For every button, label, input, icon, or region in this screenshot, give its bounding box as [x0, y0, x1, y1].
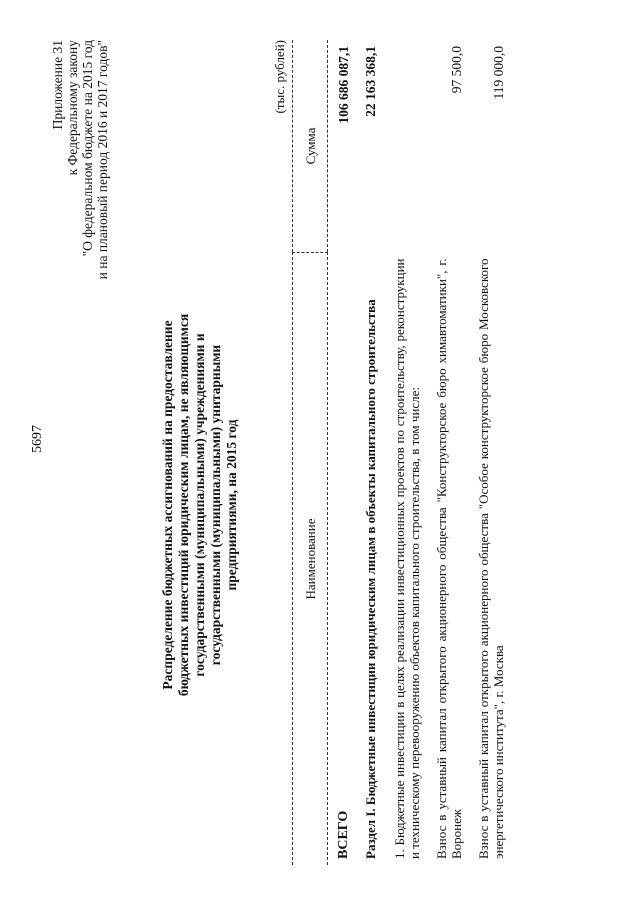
- row-name: ВСЕГО: [336, 810, 351, 859]
- row-name: Раздел I. Бюджетные инвестиции юридическим лицам в объекты капитального строительства: [363, 299, 378, 859]
- row-name: 1. Бюджетные инвестиции в целях реализации инвестиционных проектов по строительству, реконструкции и техническому перевооружению объектов капитального строительства, в том числе:: [392, 258, 422, 859]
- row-sum: 119 000,0: [491, 46, 506, 100]
- row-sum: 106 686 087,1: [336, 46, 351, 124]
- title-line: государственными (муниципальными) унитарными: [208, 344, 223, 666]
- row-sum: 97 500,0: [449, 46, 464, 94]
- page-number: 5697: [30, 425, 45, 453]
- document-title: [160, 225, 240, 785]
- row-sum: [384, 40, 426, 253]
- appendix-line: Приложение 31: [50, 40, 65, 130]
- title-line: бюджетных инвестиций юридическим лицам, не являющимся: [176, 313, 191, 697]
- table-row: [426, 40, 468, 865]
- table-header-row: [293, 40, 328, 865]
- appendix-line: к Федеральному закону: [65, 40, 80, 176]
- title-line: предприятиями, на 2015 год: [224, 419, 239, 591]
- budget-table: [292, 40, 510, 865]
- row-name: Взнос в уставный капитал открытого акционерного общества "Конструкторское бюро химавтоматики", г. Воронеж: [434, 258, 464, 859]
- title-line: государственными (муниципальными) учреждениями и: [192, 333, 207, 677]
- appendix-line: и на плановый период 2016 и 2017 годов": [95, 40, 110, 280]
- table-row-total: [328, 40, 358, 865]
- header-sum: Сумма: [293, 40, 328, 253]
- header-name: Наименование: [293, 253, 328, 866]
- table-row: [468, 40, 510, 865]
- units-label: (тыс. рублей): [272, 40, 287, 114]
- row-name: Взнос в уставный капитал открытого акционерного общества "Особое конструкторское бюро Московского энергетического института", г. Москва: [476, 258, 506, 859]
- appendix-header: [50, 40, 110, 380]
- title-line: Распределение бюджетных ассигнований на предоставление: [160, 320, 175, 690]
- appendix-line: "О федеральном бюджете на 2015 год: [80, 40, 95, 257]
- row-sum: 22 163 368,1: [363, 46, 378, 117]
- table-row: [384, 40, 426, 865]
- table-row-section: [357, 40, 384, 865]
